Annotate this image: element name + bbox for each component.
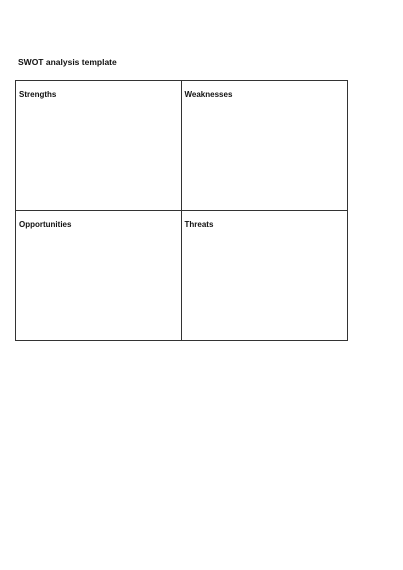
document-title: SWOT analysis template bbox=[18, 57, 117, 67]
weaknesses-label: Weaknesses bbox=[184, 90, 233, 99]
swot-cell-weaknesses bbox=[182, 81, 348, 211]
swot-cell-opportunities bbox=[16, 211, 182, 341]
swot-cell-threats bbox=[182, 211, 348, 341]
swot-cell-strengths bbox=[16, 81, 182, 211]
strengths-label: Strengths bbox=[19, 90, 57, 99]
threats-label: Threats bbox=[184, 219, 214, 229]
swot-table bbox=[15, 80, 348, 341]
opportunities-label: Opportunities bbox=[19, 219, 72, 229]
